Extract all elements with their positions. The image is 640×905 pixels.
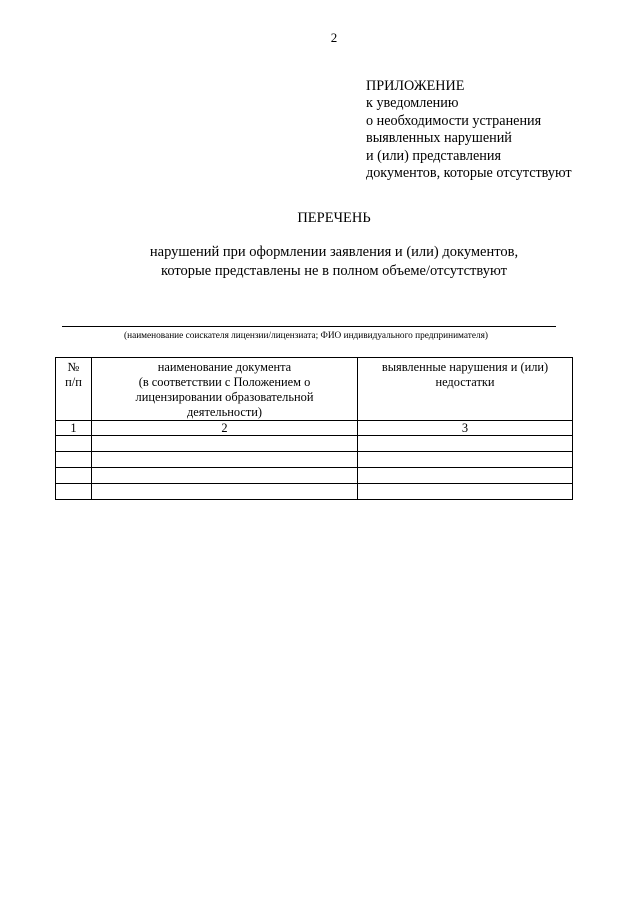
header-text: наименование документа bbox=[157, 360, 292, 374]
table-cell bbox=[56, 452, 92, 468]
column-number: 2 bbox=[92, 421, 358, 436]
header-text: № bbox=[67, 360, 80, 374]
table-header-row bbox=[56, 358, 573, 421]
table-cell bbox=[92, 484, 358, 500]
table-cell bbox=[56, 484, 92, 500]
appendix-line: и (или) представления bbox=[366, 147, 501, 164]
appendix-line: выявленных нарушений bbox=[366, 130, 512, 147]
document-subtitle bbox=[0, 243, 640, 281]
applicant-caption: (наименование соискателя лицензии/лицензиата; ФИО индивидуального предпринимателя) bbox=[124, 331, 488, 341]
violations-table bbox=[55, 357, 573, 500]
table-row bbox=[56, 484, 573, 500]
header-text: п/п bbox=[65, 375, 82, 389]
header-document-name bbox=[92, 358, 358, 421]
applicant-name-line bbox=[62, 326, 556, 327]
table-cell bbox=[92, 436, 358, 452]
header-number bbox=[56, 358, 92, 421]
appendix-heading bbox=[366, 78, 572, 182]
appendix-line: к уведомлению bbox=[366, 95, 459, 112]
header-violations bbox=[358, 358, 573, 421]
table-row bbox=[56, 468, 573, 484]
subtitle-line: нарушений при оформлении заявления и (или) документов, bbox=[149, 244, 519, 260]
column-numbering-row bbox=[56, 421, 573, 436]
header-text: недостатки bbox=[435, 375, 495, 389]
table-cell bbox=[92, 468, 358, 484]
appendix-line: о необходимости устранения bbox=[366, 112, 542, 129]
table-row bbox=[56, 436, 573, 452]
table-cell bbox=[56, 436, 92, 452]
header-text: деятельности) bbox=[186, 405, 263, 419]
table-cell bbox=[358, 468, 573, 484]
subtitle-line: которые представлены не в полном объеме/отсутствуют bbox=[161, 263, 507, 279]
header-text: лицензировании образовательной bbox=[135, 390, 314, 404]
column-number: 3 bbox=[358, 421, 573, 436]
table-cell bbox=[358, 452, 573, 468]
header-text: (в соответствии с Положением о bbox=[138, 375, 311, 389]
table-cell bbox=[56, 468, 92, 484]
table-cell bbox=[92, 452, 358, 468]
document-title: ПЕРЕЧЕНЬ bbox=[297, 210, 371, 226]
column-number: 1 bbox=[56, 421, 92, 436]
header-text: выявленные нарушения и (или) bbox=[381, 360, 549, 374]
table-row bbox=[56, 452, 573, 468]
table-cell bbox=[358, 484, 573, 500]
page-number: 2 bbox=[330, 30, 338, 45]
appendix-line: ПРИЛОЖЕНИЕ bbox=[366, 78, 465, 94]
appendix-line: документов, которые отсутствуют bbox=[366, 165, 572, 182]
table-cell bbox=[358, 436, 573, 452]
